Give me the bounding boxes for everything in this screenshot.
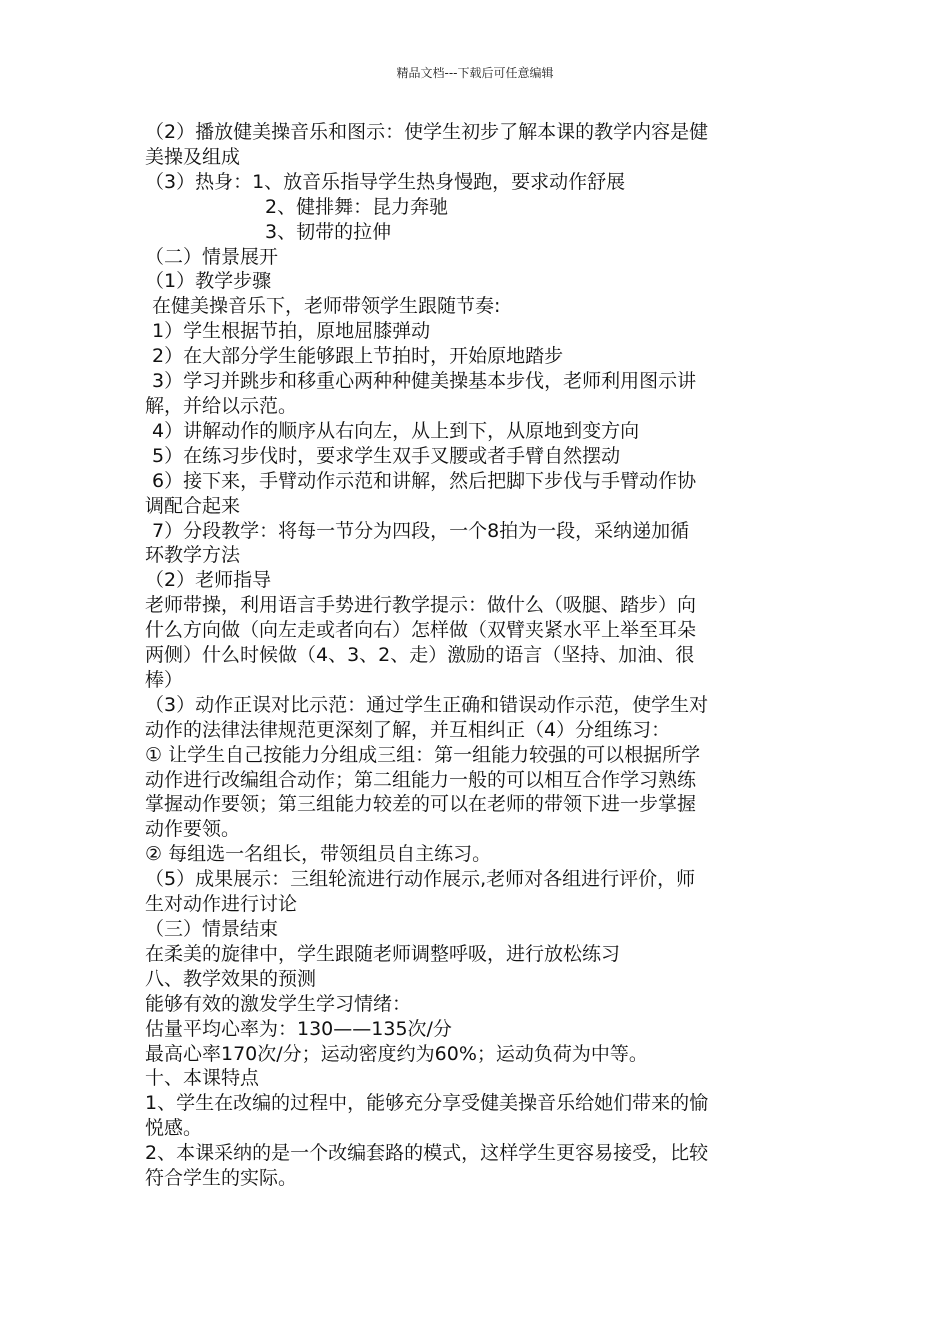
text-line: 2、健排舞：昆力奔驰 [265, 195, 449, 218]
text-line: 老师带操，利用语言手势进行教学提示：做什么（吸腿、踏步）向 [145, 594, 697, 617]
text-line: （5）成果展示：三组轮流进行动作展示,老师对各组进行评价，师 [145, 868, 696, 891]
text-line: 两侧）什么时候做（4、3、2、走）激励的语言（坚持、加油、很 [145, 644, 695, 667]
list-item: 6）接下来，手臂动作示范和讲解，然后把脚下步伐与手臂动作协 [152, 469, 697, 492]
list-item: ① 让学生自己按能力分组成三组：第一组能力较强的可以根据所学 [145, 743, 701, 766]
text-line: 最高心率170次/分；运动密度约为60%；运动负荷为中等。 [145, 1042, 648, 1065]
list-item: 2）在大部分学生能够跟上节拍时，开始原地踏步 [152, 345, 564, 368]
text-line: 生对动作进行讨论 [145, 893, 298, 916]
text-line: 解，并给以示范。 [145, 394, 298, 417]
text-line: （3）动作正误对比示范：通过学生正确和错误动作示范，使学生对 [145, 693, 709, 716]
list-item: 1）学生根据节拍，原地屈膝弹动 [152, 320, 431, 343]
subsection-heading: （1）教学步骤 [145, 270, 272, 293]
list-item: 4）讲解动作的顺序从右向左，从上到下，从原地到变方向 [152, 419, 640, 442]
list-item: 2、本课采纳的是一个改编套路的模式，这样学生更容易接受，比较 [145, 1142, 709, 1165]
text-line: 美操及组成 [145, 145, 241, 168]
text-line: 估量平均心率为：130——135次/分 [145, 1017, 452, 1040]
list-item: ② 每组选一名组长，带领组员自主练习。 [145, 843, 492, 866]
text-line: 在柔美的旋律中，学生跟随老师调整呼吸，进行放松练习 [145, 942, 621, 965]
section-heading: （二）情景展开 [145, 245, 279, 268]
text-line: （3）热身：1、放音乐指导学生热身慢跑，要求动作舒展 [145, 170, 626, 193]
document-body [145, 120, 815, 1191]
text-line: 棒） [145, 668, 184, 691]
text-line: 动作的法律法律规范更深刻了解，并互相纠正（4）分组练习： [145, 718, 671, 741]
section-heading: 八、教学效果的预测 [145, 967, 317, 990]
list-item: 1、学生在改编的过程中，能够充分享受健美操音乐给她们带来的愉 [145, 1092, 709, 1115]
list-item: 5）在练习步伐时，要求学生双手叉腰或者手臂自然摆动 [152, 444, 621, 467]
section-heading: （三）情景结束 [145, 918, 279, 940]
section-heading: 十、本课特点 [145, 1067, 260, 1090]
text-line: 符合学生的实际。 [145, 1167, 298, 1190]
list-item: 3）学习并跳步和移重心两种种健美操基本步伐，老师利用图示讲 [152, 370, 697, 393]
subsection-heading: （2）老师指导 [145, 569, 272, 592]
text-line: 动作要领。 [145, 818, 241, 841]
text-line: 在健美操音乐下，老师带领学生跟随节奏: [152, 295, 501, 318]
page-header: 精品文档---下载后可任意编辑 [396, 66, 554, 80]
text-line: 调配合起来 [145, 494, 241, 517]
text-line: 环教学方法 [145, 544, 241, 567]
text-line: 什么方向做（向左走或者向右）怎样做（双臂夹紧水平上举至耳朵 [145, 619, 697, 642]
list-item: 7）分段教学：将每一节分为四段，一个8拍为一段，采纳递加循 [152, 519, 690, 542]
text-line: 3、韧带的拉伸 [265, 220, 392, 243]
text-line: 能够有效的激发学生学习情绪： [145, 992, 412, 1015]
text-line: （2）播放健美操音乐和图示：使学生初步了解本课的教学内容是健 [145, 121, 709, 143]
text-line: 悦感。 [145, 1117, 203, 1140]
text-line: 动作进行改编组合动作；第二组能力一般的可以相互合作学习熟练 [145, 768, 697, 791]
text-line: 掌握动作要领；第三组能力较差的可以在老师的带领下进一步掌握 [145, 793, 697, 816]
